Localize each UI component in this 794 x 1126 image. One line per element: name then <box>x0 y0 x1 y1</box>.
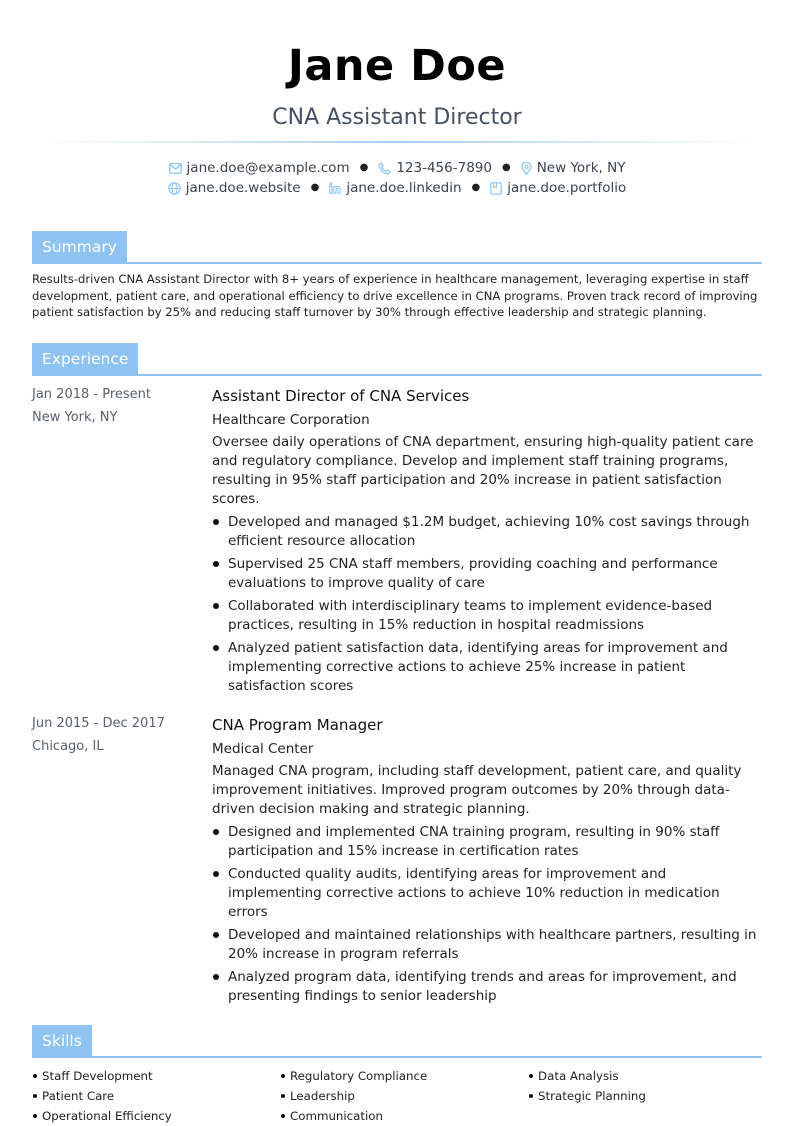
achievement-item <box>212 926 762 964</box>
summary-text: Results-driven CNA Assistant Director with 8+ years of experience in healthcare management, leveraging expertise in staff development, patient care, and operational efficiency to drive excellence in CNA programs. Proven track record of improving patient satisfaction by 25% and reducing staff turnover by 30% through effective leadership and strategic planning. <box>32 272 758 319</box>
job-description: Managed CNA program, including staff development, patient care, and quality improvement initiatives. Improved program outcomes by 20% through data-driven decision making and strategic planning. <box>212 762 742 817</box>
skill-text: Regulatory Compliance <box>290 1068 428 1083</box>
job-achievements <box>212 823 762 1006</box>
location-text: New York, NY <box>536 160 626 176</box>
achievement-item <box>212 865 762 922</box>
contact-location <box>521 158 626 178</box>
candidate-title: CNA Assistant Director <box>272 105 522 130</box>
contact-separator: ● <box>359 162 369 173</box>
bullet-dot <box>213 519 219 525</box>
achievement-text: Analyzed patient satisfaction data, identifying areas for improvement and implementing corrective actions to achieve 25% increase in patient satisfaction scores <box>228 639 728 694</box>
bullet-dot <box>213 603 219 609</box>
skill-text: Communication <box>290 1108 383 1123</box>
achievement-text: Analyzed program data, identifying trends and areas for improvement, and presenting findings to senior leadership <box>228 968 737 1004</box>
skill-item <box>528 1066 762 1086</box>
achievement-item <box>212 968 762 1006</box>
job-dates: Jan 2018 - Present <box>32 386 151 402</box>
contact-row-secondary <box>32 178 762 198</box>
section-rule <box>32 262 762 264</box>
linkedin-icon <box>329 182 341 194</box>
experience-details <box>212 714 762 1010</box>
achievement-item <box>212 823 762 861</box>
contact-linkedin[interactable] <box>329 178 461 198</box>
globe-icon <box>168 182 181 195</box>
bullet-dot <box>529 1074 533 1078</box>
envelope-icon <box>169 163 182 174</box>
achievement-item <box>212 555 762 593</box>
job-role: Assistant Director of CNA Services <box>212 386 470 405</box>
job-role: CNA Program Manager <box>212 715 383 734</box>
skill-text: Leadership <box>290 1088 355 1103</box>
job-company: Medical Center <box>212 740 314 757</box>
resume-page <box>32 0 762 1126</box>
skill-text: Strategic Planning <box>538 1088 646 1103</box>
skill-item <box>32 1086 280 1106</box>
skill-item <box>280 1086 528 1106</box>
bullet-dot <box>33 1114 37 1118</box>
skill-text: Operational Efficiency <box>42 1108 172 1123</box>
skill-item <box>280 1066 528 1086</box>
experience-heading: Experience <box>32 343 138 375</box>
bullet-dot <box>213 871 219 877</box>
contact-separator: ● <box>471 182 481 193</box>
bullet-dot <box>33 1074 37 1078</box>
section-rule <box>32 374 762 376</box>
bullet-dot <box>281 1074 285 1078</box>
portfolio-text: jane.doe.portfolio <box>507 180 627 196</box>
contact-portfolio[interactable] <box>490 178 626 198</box>
job-location: New York, NY <box>32 409 118 425</box>
title-divider <box>42 141 752 143</box>
skills-list <box>32 1066 762 1126</box>
map-pin-icon <box>521 162 532 175</box>
contact-row-primary <box>32 158 762 178</box>
achievement-text: Designed and implemented CNA training program, resulting in 90% staff participation and 15% increase in certification rates <box>228 823 720 859</box>
section-rule <box>32 1056 762 1058</box>
bullet-dot <box>213 561 219 567</box>
bullet-dot <box>213 829 219 835</box>
skill-item <box>32 1066 280 1086</box>
bullet-dot <box>33 1094 37 1098</box>
contact-separator: ● <box>310 182 320 193</box>
skills-section-header <box>32 1025 762 1057</box>
bullet-dot <box>281 1094 285 1098</box>
skills-heading: Skills <box>32 1025 92 1057</box>
summary-section-header <box>32 231 762 263</box>
achievement-item <box>212 597 762 635</box>
achievement-text: Collaborated with interdisciplinary teams to implement evidence-based practices, resulting in 15% reduction in hospital readmissions <box>228 597 713 633</box>
bullet-dot <box>213 974 219 980</box>
phone-icon <box>378 162 391 175</box>
contact-email[interactable] <box>169 158 350 178</box>
experience-entry <box>32 385 762 700</box>
experience-details <box>212 385 762 700</box>
experience-section-header <box>32 343 762 375</box>
job-company: Healthcare Corporation <box>212 411 370 428</box>
job-dates: Jun 2015 - Dec 2017 <box>32 715 165 731</box>
bullet-dot <box>213 932 219 938</box>
skill-item <box>528 1086 762 1106</box>
linkedin-text: jane.doe.linkedin <box>346 180 462 196</box>
achievement-text: Developed and managed $1.2M budget, achieving 10% cost savings through efficient resource allocation <box>228 513 750 549</box>
email-text: jane.doe@example.com <box>186 160 350 176</box>
contact-phone[interactable] <box>378 158 492 178</box>
experience-meta <box>32 714 212 1010</box>
contact-separator: ● <box>501 162 511 173</box>
achievement-text: Conducted quality audits, identifying areas for improvement and implementing corrective actions to achieve 10% reduction in medication errors <box>228 865 720 920</box>
achievement-text: Supervised 25 CNA staff members, providing coaching and performance evaluations to improve quality of care <box>228 555 718 591</box>
achievement-text: Developed and maintained relationships with healthcare partners, resulting in 20% increase in program referrals <box>228 926 757 962</box>
phone-text: 123-456-7890 <box>396 160 492 176</box>
job-location: Chicago, IL <box>32 738 104 754</box>
skill-text: Patient Care <box>42 1088 115 1103</box>
skill-text: Data Analysis <box>538 1068 619 1083</box>
experience-meta <box>32 385 212 700</box>
summary-heading: Summary <box>32 231 127 263</box>
skill-text: Staff Development <box>42 1068 153 1083</box>
achievement-item <box>212 513 762 551</box>
job-description: Oversee daily operations of CNA department, ensuring high-quality patient care and regulatory compliance. Develop and implement staff training programs, resulting in 95% staff participation and 20% increase in patient satisfaction scores. <box>212 433 754 507</box>
bullet-dot <box>281 1114 285 1118</box>
contact-website[interactable] <box>168 178 301 198</box>
job-achievements <box>212 513 762 696</box>
bullet-dot <box>529 1094 533 1098</box>
bookmark-icon <box>490 182 502 195</box>
experience-entry <box>32 714 762 1010</box>
bullet-dot <box>213 645 219 651</box>
candidate-name: Jane Doe <box>287 41 507 91</box>
website-text: jane.doe.website <box>185 180 301 196</box>
achievement-item <box>212 639 762 696</box>
